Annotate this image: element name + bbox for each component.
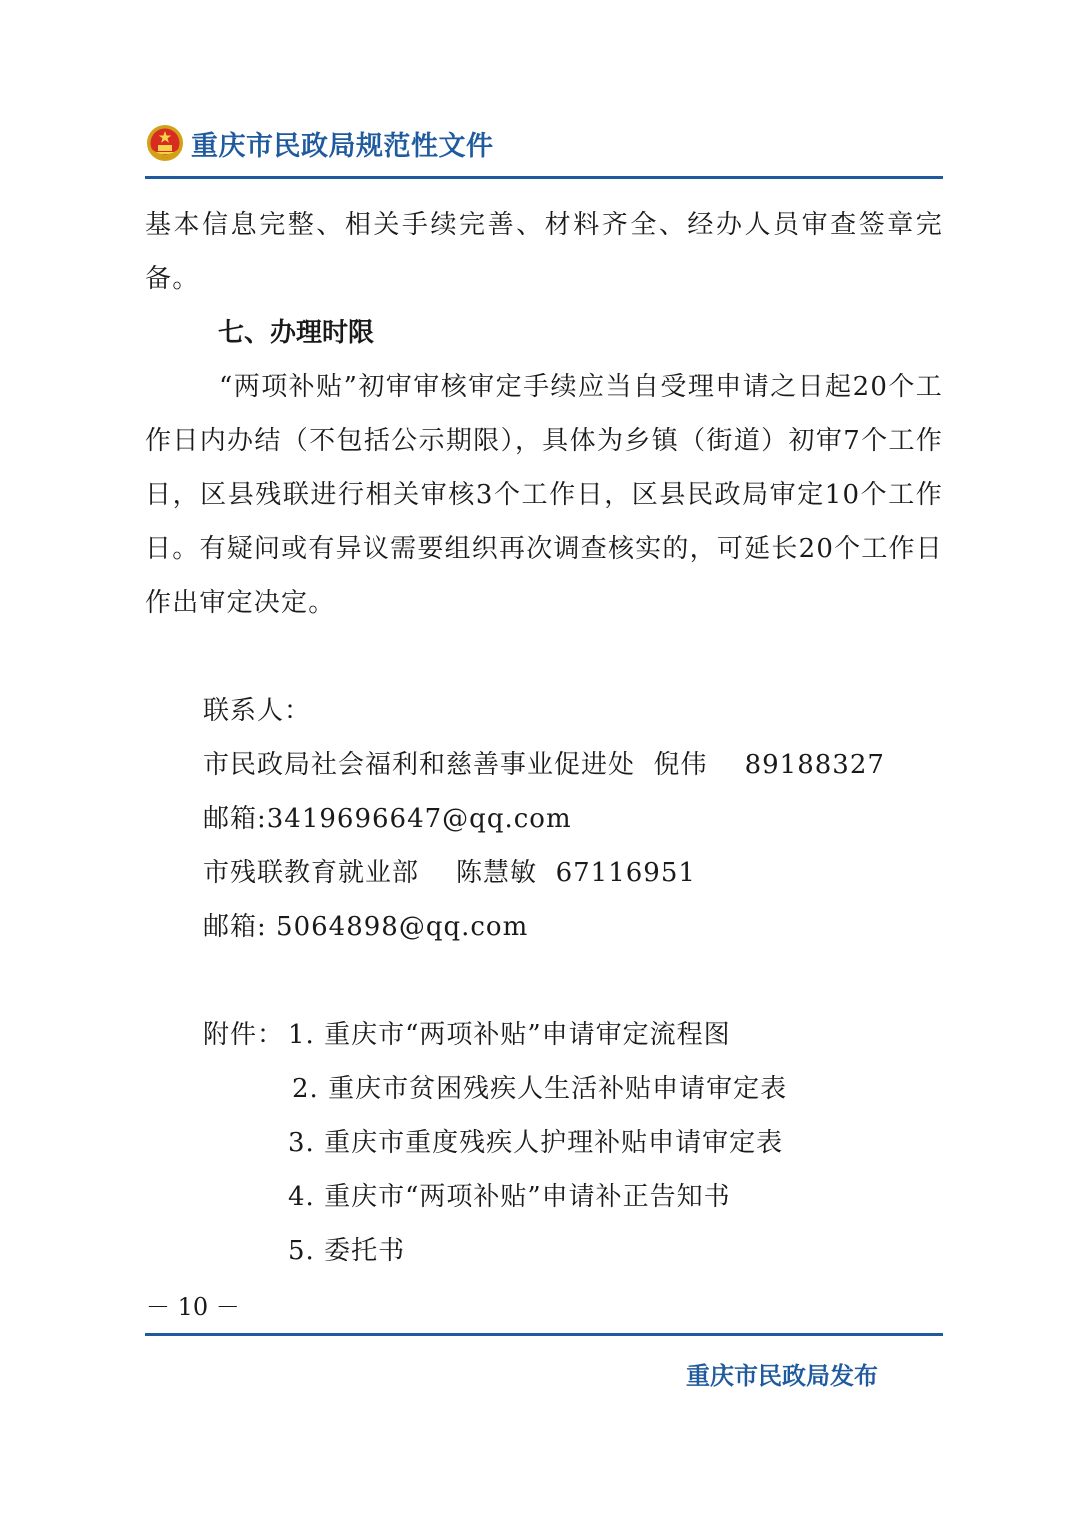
header-divider	[145, 176, 943, 179]
attachment-item: 2. 重庆市贫困残疾人生活补贴申请审定表	[292, 1074, 788, 1104]
attachment-item: 3. 重庆市重度残疾人护理补贴申请审定表	[288, 1128, 784, 1158]
body-paragraph: 基本信息完整、相关手续完善、材料齐全、经办人员审查签章完备。	[145, 210, 943, 294]
attachment-item: 5. 委托书	[288, 1236, 406, 1266]
publisher-footer: 重庆市民政局发布	[686, 1362, 878, 1390]
page-number: － 10 －	[146, 1293, 240, 1321]
contact-email: 邮箱: 5064898@qq.com	[203, 912, 529, 942]
contact-line: 市民政局社会福利和慈善事业促进处 倪伟 89188327	[203, 750, 885, 780]
document-series-title: 重庆市民政局规范性文件	[191, 130, 494, 162]
section-heading: 七、办理时限	[218, 318, 375, 348]
body-paragraph: “两项补贴”初审审核审定手续应当自受理申请之日起20个工作日内办结（不包括公示期限），具体为乡镇（街道）初审7个工作日，区县残联进行相关审核3个工作日，区县民政局审定10个工作日。有疑问或有异议需要组织再次调查核实的，可延长20个工作日作出审定决定。	[145, 372, 943, 618]
attachments-label: 附件：	[203, 1020, 285, 1050]
contact-email: 邮箱:3419696647@qq.com	[203, 804, 572, 834]
contacts-label: 联系人：	[203, 696, 312, 726]
footer-divider	[145, 1333, 943, 1336]
document-header	[145, 118, 494, 168]
attachment-item: 4. 重庆市“两项补贴”申请补正告知书	[288, 1182, 731, 1212]
national-emblem-icon	[145, 123, 185, 163]
contact-line: 市残联教育就业部 陈慧敏 67116951	[203, 858, 696, 888]
attachment-item: 1. 重庆市“两项补贴”申请审定流程图	[288, 1020, 731, 1050]
